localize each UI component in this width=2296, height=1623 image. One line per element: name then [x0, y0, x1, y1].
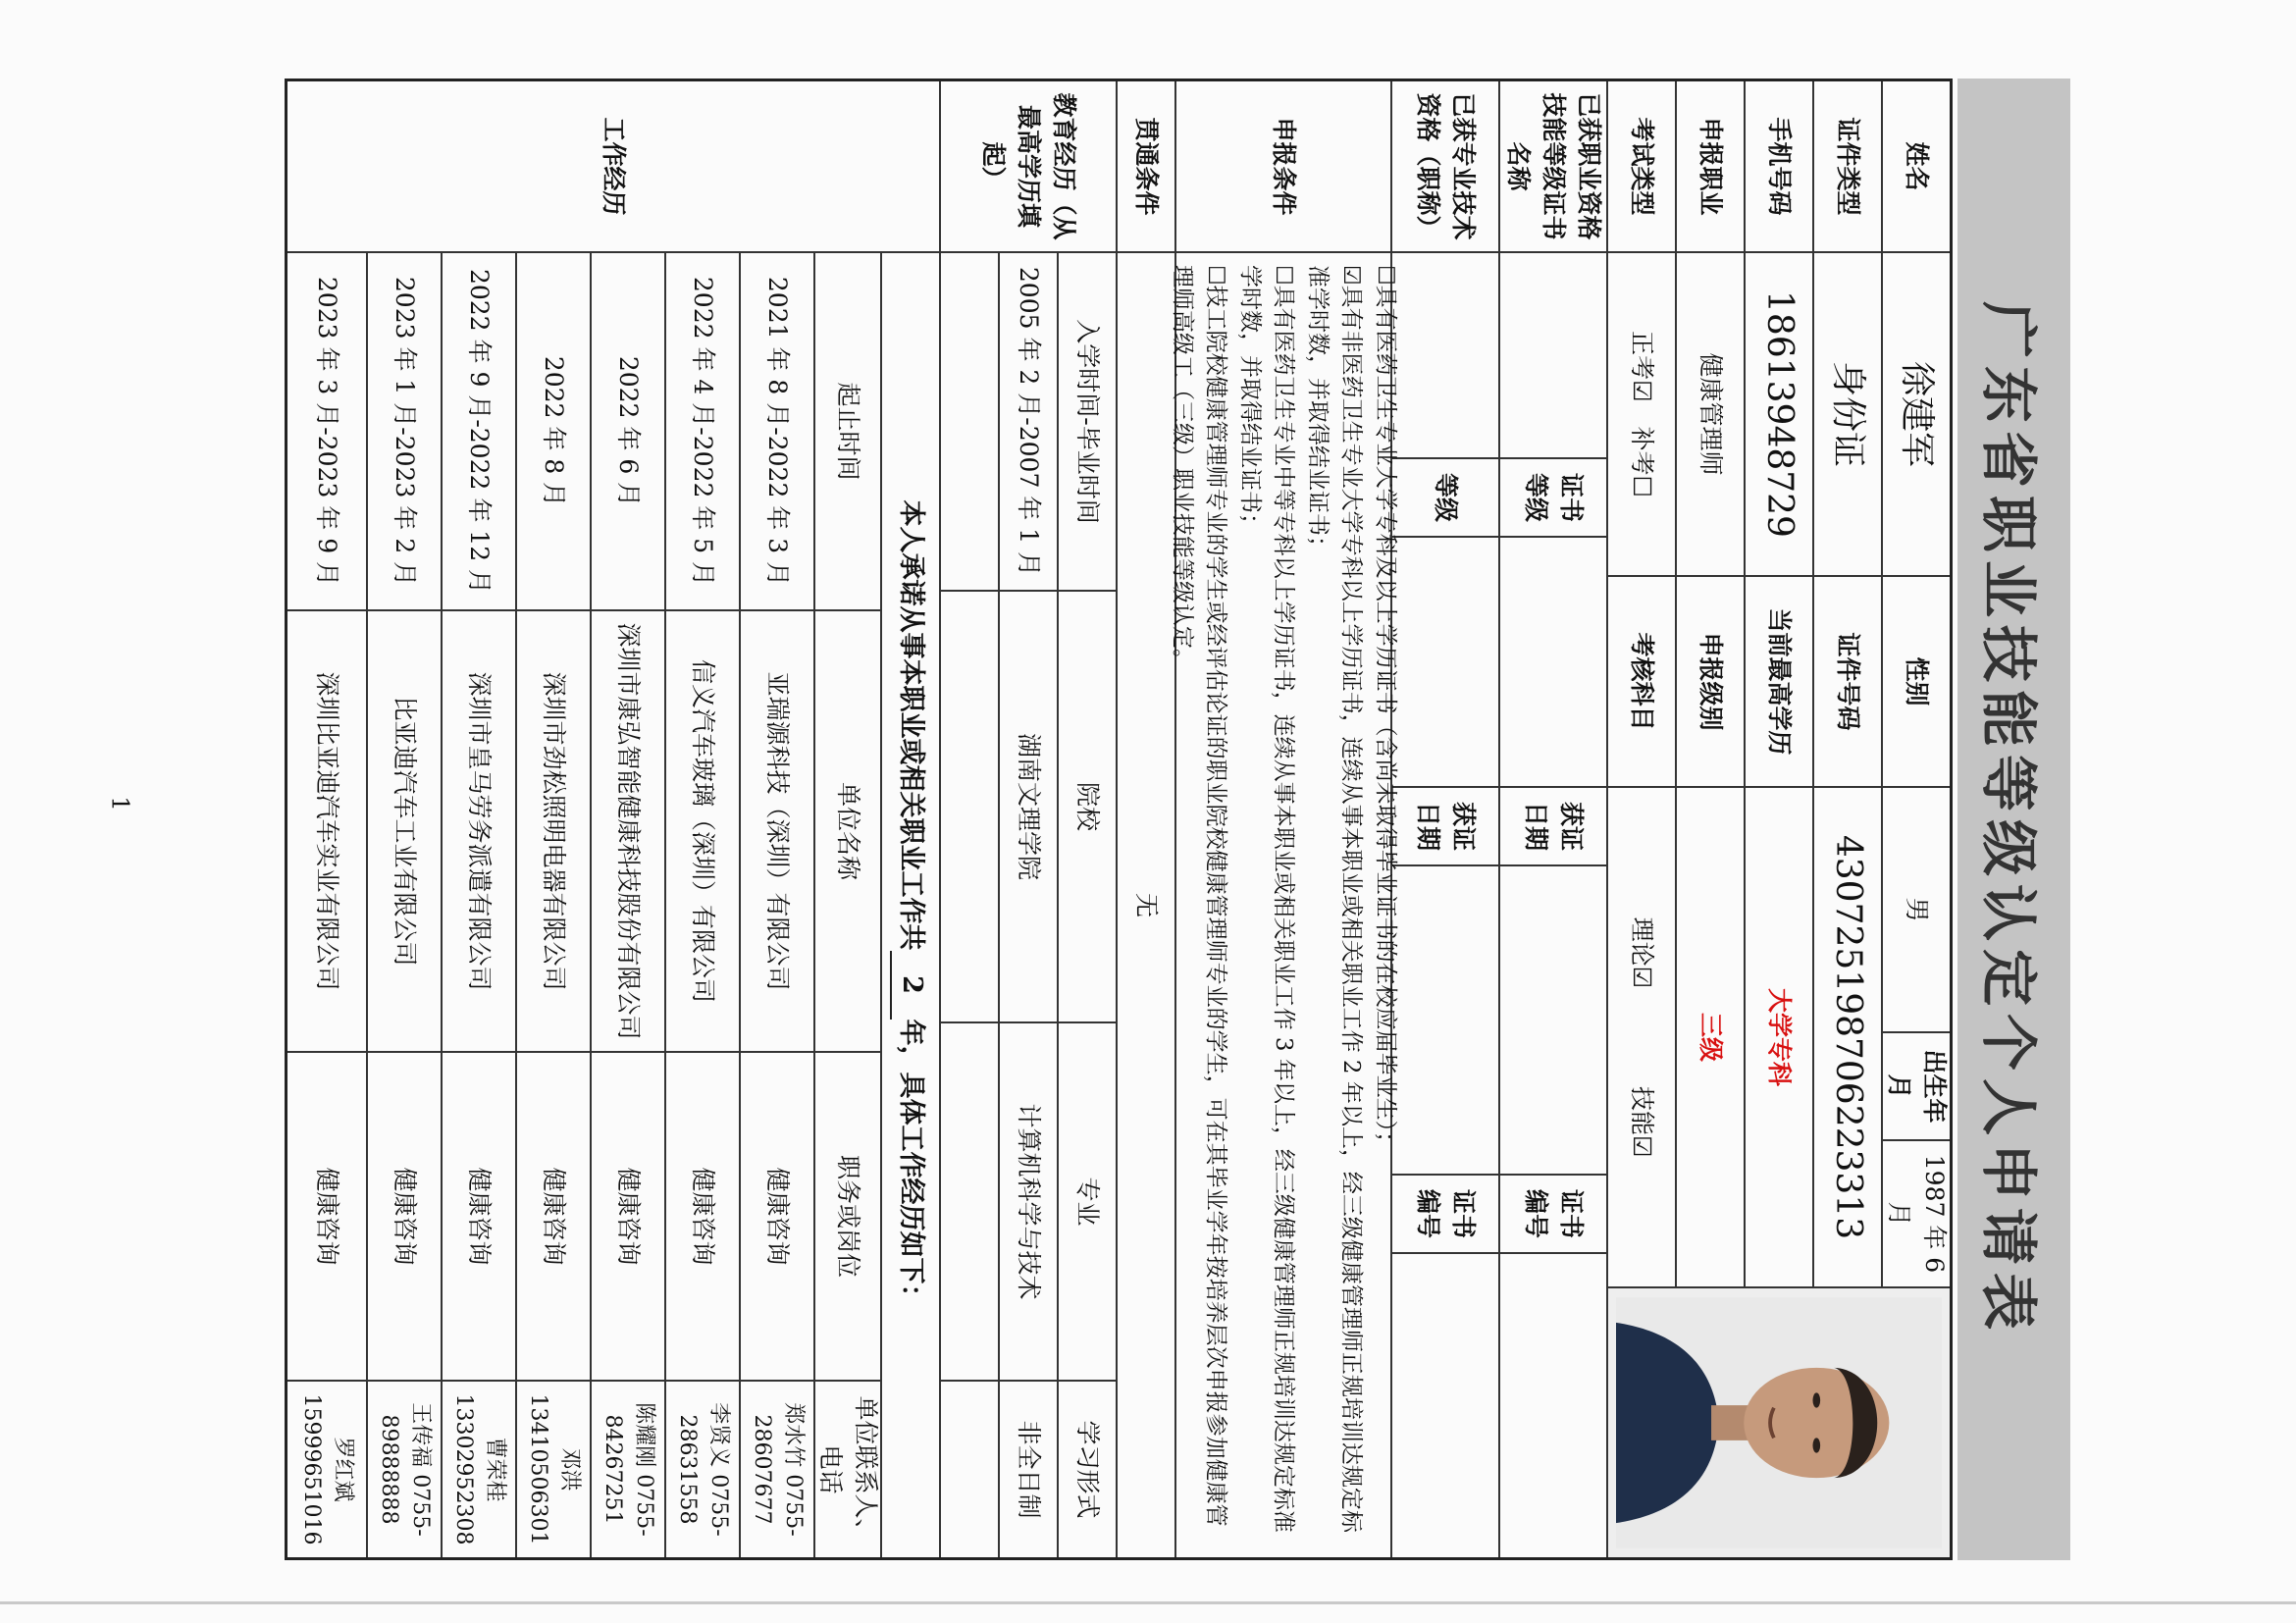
label-exam-subject: 考核科目 [1606, 577, 1675, 788]
work-row-period: 2022 年 9 月-2022 年 12 月 [441, 253, 515, 611]
work-header-period: 起止时间 [813, 253, 880, 611]
label-cert-name: 已获职业资格技能等级证书名称 [1498, 81, 1606, 253]
label-through-conditions: 贯通条件 [1116, 81, 1174, 253]
label-id-type: 证件类型 [1812, 81, 1881, 253]
value-name: 徐建军 [1881, 253, 1950, 577]
label-title-no: 证书编号 [1390, 1176, 1498, 1254]
condition-item: ☑具有非医药卫生专业大学专科以上学历证书，连续从事本职业或相关职业工作 2 年以上，经三级健康管理师正规培训达规定标准学时数，并取得结业证书； [1304, 265, 1365, 1533]
portrait-image [1616, 1296, 1942, 1549]
work-row-position: 健康咨询 [739, 1053, 813, 1382]
edu-header-mode: 学习形式 [1057, 1382, 1116, 1557]
label-exam-type: 考试类型 [1606, 81, 1675, 253]
condition-item: ☐具有医药卫生专业大学专科及以上学历证书（含尚未取得毕业证书的在校应届毕业生）； [1372, 265, 1398, 1155]
form-title: 广东省职业技能等级认定个人申请表 [1957, 79, 2070, 1560]
work-header-company: 单位名称 [813, 611, 880, 1053]
work-row-contact: 邓洪 13410506301 [515, 1382, 590, 1557]
label-birth: 出生年月 [1881, 1033, 1950, 1141]
label-edu-history: 教育经历（从最高学历填起） [939, 81, 1116, 253]
work-row-period: 2022 年 8 月 [515, 253, 590, 611]
work-row-company: 深圳市皇马劳务派遣有限公司 [441, 611, 515, 1053]
value-through-conditions: 无 [1116, 253, 1174, 1557]
condition-item: ☐技工院校健康管理师专业的学生或经评估论证的职业院校健康管理师专业的学生，可在其毕业学年按培养层次申报参加健康管理师高级工（三级）职业技能等级认定。 [1169, 265, 1229, 1527]
label-education: 当前最高学历 [1744, 577, 1812, 788]
work-row-company: 比亚迪汽车工业有限公司 [366, 611, 441, 1053]
label-gender: 性别 [1881, 577, 1950, 788]
value-gender: 男 [1881, 788, 1950, 1033]
value-cert-no [1498, 1254, 1606, 1557]
work-row-position: 健康咨询 [366, 1053, 441, 1382]
value-cert-date [1498, 866, 1606, 1176]
value-occupation: 健康管理师 [1675, 253, 1744, 577]
edu-empty-period [939, 253, 998, 592]
work-row-company: 深圳市劲松照明电器有限公司 [515, 611, 590, 1053]
edu-empty-major [939, 1023, 998, 1382]
work-row-period: 2021 年 8 月-2022 年 3 月 [739, 253, 813, 611]
value-phone: 18613948729 [1744, 253, 1812, 577]
label-id-number: 证件号码 [1812, 577, 1881, 788]
work-row-contact: 陈耀刚 0755-84267251 [590, 1382, 664, 1557]
edu-row-school: 湖南文理学院 [998, 592, 1057, 1023]
work-row-company: 亚瑞源科技（深圳）有限公司 [739, 611, 813, 1053]
edu-row-period: 2005 年 2 月-2007 年 1 月 [998, 253, 1057, 592]
applicant-photo [1606, 1288, 1950, 1557]
promise-after: 年，具体工作经历如下： [895, 1019, 926, 1311]
application-form [285, 79, 2070, 1560]
work-row-period: 2022 年 6 月 [590, 253, 664, 611]
label-occupation: 申报职业 [1675, 81, 1744, 253]
value-exam-type: 正考☑ 补考☐ [1606, 253, 1675, 577]
edu-empty-school [939, 592, 998, 1023]
label-name: 姓名 [1881, 81, 1950, 253]
edu-row-major: 计算机科学与技术 [998, 1023, 1057, 1382]
work-row-company: 深圳比亚迪汽车实业有限公司 [287, 611, 366, 1053]
edu-row-mode: 非全日制 [998, 1382, 1057, 1557]
value-level: 三级 [1675, 788, 1744, 1288]
work-row-company: 信义汽车玻璃（深圳）有限公司 [664, 611, 739, 1053]
value-title-name [1390, 253, 1498, 459]
work-row-contact: 王传福 0755-89888888 [366, 1382, 441, 1557]
value-birth: 1987 年 6 月 [1881, 1141, 1950, 1288]
work-row-contact: 郑水竹 0755-28607677 [739, 1382, 813, 1557]
condition-item: ☐具有医药卫生专业中等专科以上学历证书，连续从事本职业或相关职业工作 3 年以上，经三级健康管理师正规培训达规定标准学时数，并取得结业证书； [1236, 265, 1297, 1533]
value-exam-subject: 理论☑ 技能☑ [1606, 788, 1675, 1288]
value-id-number: 430725198706223313 [1812, 788, 1881, 1288]
edu-header-period: 入学时间-毕业时间 [1057, 253, 1116, 592]
promise-before: 本人承诺从事本职业或相关职业工作共 [895, 499, 926, 951]
work-row-contact: 罗红斌 15999651016 [299, 1393, 355, 1545]
work-row-position: 健康咨询 [590, 1053, 664, 1382]
value-title-level [1390, 538, 1498, 788]
work-row-position: 健康咨询 [664, 1053, 739, 1382]
work-header-position: 职务或岗位 [813, 1053, 880, 1382]
scan-edge [0, 1601, 2296, 1604]
value-cert-name [1498, 253, 1606, 459]
label-work-history: 工作经历 [287, 81, 939, 253]
work-row-contact: 曹荣桂 13302952308 [441, 1382, 515, 1557]
label-level: 申报级别 [1675, 577, 1744, 788]
work-row-period: 2023 年 1 月-2023 年 2 月 [366, 253, 441, 611]
work-row-position: 健康咨询 [287, 1053, 366, 1382]
label-phone: 手机号码 [1744, 81, 1812, 253]
edu-empty-mode [939, 1382, 998, 1557]
label-title-level: 等级 [1390, 459, 1498, 538]
value-title-no [1390, 1254, 1498, 1557]
work-row-position: 健康咨询 [515, 1053, 590, 1382]
value-title-date [1390, 866, 1498, 1176]
value-cert-level [1498, 538, 1606, 788]
form-grid [285, 79, 1953, 1560]
value-education: 大学专科 [1744, 788, 1812, 1288]
promise-years: 2 [890, 951, 930, 1020]
label-title-name: 已获专业技术资格（职称） [1390, 81, 1498, 253]
label-cert-no: 证书编号 [1498, 1176, 1606, 1254]
label-apply-conditions: 申报条件 [1174, 81, 1390, 253]
apply-conditions-list [1169, 253, 1398, 1557]
work-row-contact: 李贤义 0755-28631558 [664, 1382, 739, 1557]
label-cert-date: 获证日期 [1498, 788, 1606, 866]
edu-header-major: 专业 [1057, 1023, 1116, 1382]
label-title-date: 获证日期 [1390, 788, 1498, 866]
page-number: 1 [106, 796, 134, 812]
edu-header-school: 院校 [1057, 592, 1116, 1023]
value-id-type: 身份证 [1812, 253, 1881, 577]
work-row-company: 深圳市康弘智能健康科技股份有限公司 [590, 611, 664, 1053]
work-promise [880, 253, 939, 1557]
work-row-period: 2023 年 3 月-2023 年 9 月 [287, 253, 366, 611]
work-row-position: 健康咨询 [441, 1053, 515, 1382]
work-header-contact: 单位联系人、电话 [813, 1382, 880, 1557]
label-cert-level: 证书等级 [1498, 459, 1606, 538]
work-row-period: 2022 年 4 月-2022 年 5 月 [664, 253, 739, 611]
